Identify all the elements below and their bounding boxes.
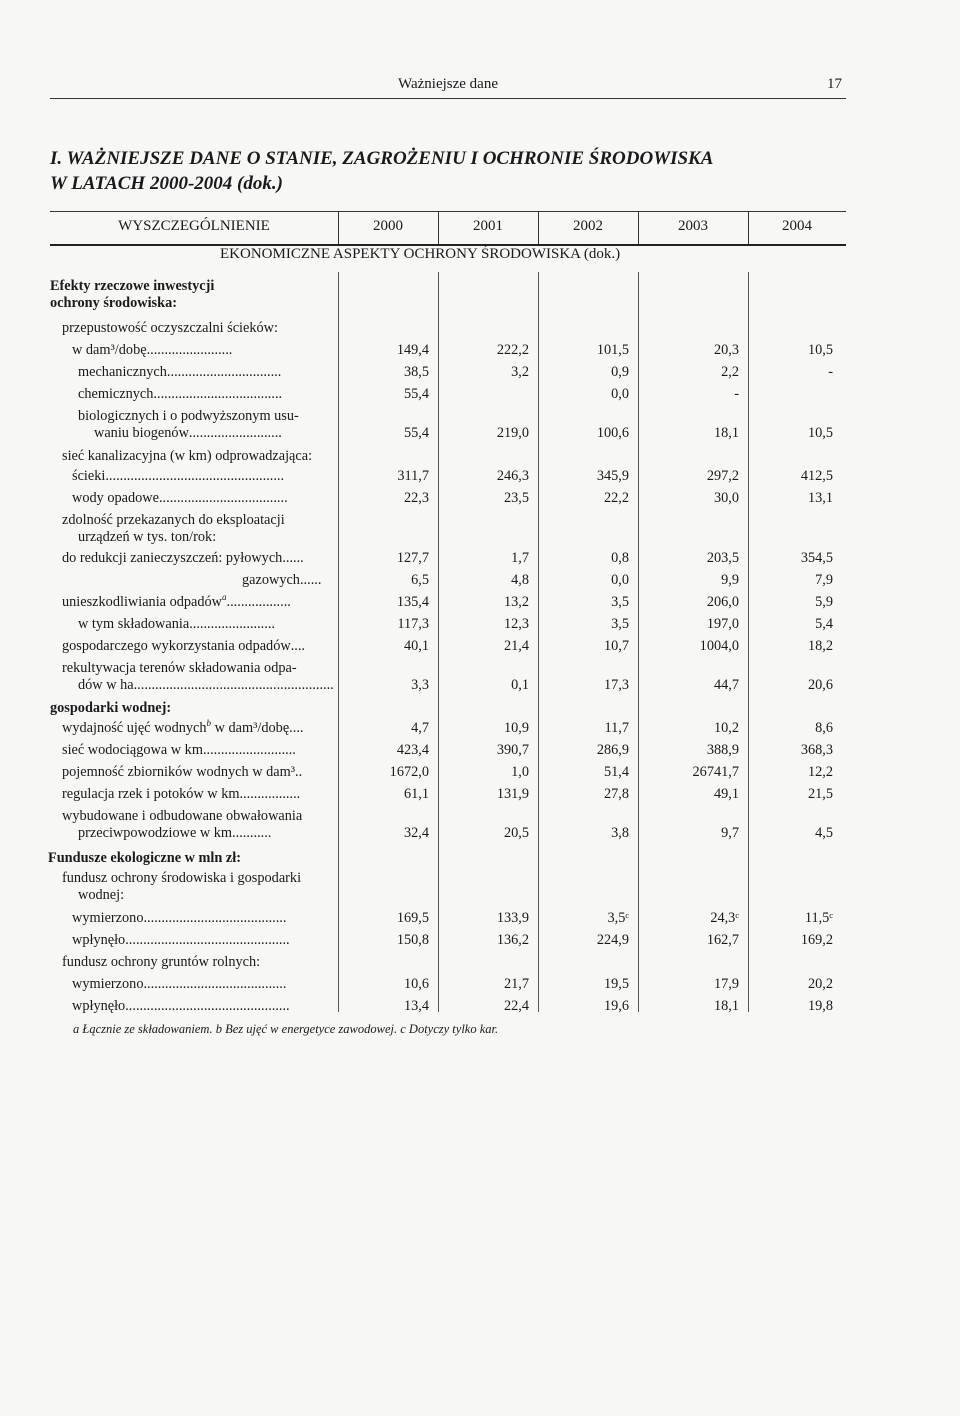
table-cell: 3,5ᶜ xyxy=(607,910,629,926)
row-label xyxy=(48,850,241,867)
row-label-text: w dam³/dobę xyxy=(211,720,290,736)
table-cell: 22,4 xyxy=(503,998,529,1014)
row-label xyxy=(62,808,302,842)
table-cell: 40,1 xyxy=(403,638,429,654)
table-cell: 4,5 xyxy=(815,825,833,841)
row-label-text: urządzeń w tys. ton/rok: xyxy=(78,529,217,545)
table-cell: 169,2 xyxy=(800,932,833,948)
row-label xyxy=(62,594,291,611)
row-label-text: w tym składowania xyxy=(78,616,190,632)
table-cell: 100,6 xyxy=(596,425,629,441)
table-cell: 136,2 xyxy=(496,932,529,948)
table-cell: 17,9 xyxy=(713,976,739,992)
table-cell: 17,3 xyxy=(603,677,629,693)
leader-dots: ........................................................ xyxy=(133,677,334,693)
leader-dots: ................................ xyxy=(166,364,282,380)
row-label xyxy=(62,448,312,465)
footnote-marker: b xyxy=(206,718,212,729)
table-cell: 101,5 xyxy=(596,342,629,358)
table-cell: - xyxy=(734,386,739,402)
table-cell: 149,4 xyxy=(396,342,429,358)
header-year-2004: 2004 xyxy=(782,218,812,234)
leader-dots: .............................................. xyxy=(125,998,290,1014)
table-cell: 0,0 xyxy=(611,386,629,402)
page-number: 17 xyxy=(827,76,842,92)
table-cell: 131,9 xyxy=(496,786,529,802)
table-cell: 311,7 xyxy=(397,468,429,484)
table-cell: 13,2 xyxy=(503,594,529,610)
row-label-text: sieć kanalizacyjna (w km) odprowadzająca: xyxy=(62,448,313,464)
table-cell: 10,6 xyxy=(403,976,429,992)
table-cell: 26741,7 xyxy=(692,764,739,780)
leader-dots: ........................................ xyxy=(143,910,287,926)
row-label xyxy=(72,342,232,359)
table-cell: 3,3 xyxy=(411,677,429,693)
table-cell: 3,8 xyxy=(611,825,629,841)
column-divider xyxy=(538,272,539,1012)
table-cell: 55,4 xyxy=(403,425,429,441)
row-label-text: pojemność zbiorników wodnych w dam³ xyxy=(62,764,295,780)
table-cell: 20,2 xyxy=(807,976,833,992)
row-label-text: biologicznych i o podwyższonym usu- xyxy=(78,408,299,424)
table-cell: 5,9 xyxy=(815,594,833,610)
table-cell: 150,8 xyxy=(396,932,429,948)
leader-dots: ........... xyxy=(232,825,272,841)
leader-dots: .......................... xyxy=(188,425,282,441)
row-label xyxy=(62,764,302,781)
table-cell: 219,0 xyxy=(496,425,529,441)
table-cell: 162,7 xyxy=(706,932,739,948)
table-cell: 286,9 xyxy=(596,742,629,758)
row-label-text: przepustowość oczyszczalni ścieków: xyxy=(62,320,278,336)
leader-dots: ...... xyxy=(299,572,322,588)
table-cell: 354,5 xyxy=(800,550,833,566)
row-label xyxy=(72,910,286,927)
table-cell: 18,1 xyxy=(713,425,739,441)
row-label xyxy=(62,954,260,971)
row-label xyxy=(50,700,171,717)
leader-dots: .................................................. xyxy=(105,468,285,484)
leader-dots: ...... xyxy=(282,550,304,566)
table-cell: 51,4 xyxy=(603,764,629,780)
column-divider xyxy=(748,272,749,1012)
header-year-2002: 2002 xyxy=(573,218,603,234)
table-cell: 1,7 xyxy=(511,550,529,566)
page-title xyxy=(50,146,850,196)
table-cell: 44,7 xyxy=(713,677,739,693)
table-cell: 21,5 xyxy=(807,786,833,802)
table-cell: 27,8 xyxy=(603,786,629,802)
leader-dots: .... xyxy=(290,638,305,654)
table-cell: 135,4 xyxy=(396,594,429,610)
table-cell: 3,2 xyxy=(511,364,529,380)
table-cell: 224,9 xyxy=(596,932,629,948)
row-label-text: wymierzono xyxy=(72,976,144,992)
table-cell: 117,3 xyxy=(397,616,429,632)
table-cell: 12,3 xyxy=(503,616,529,632)
table-cell: 10,2 xyxy=(713,720,739,736)
row-label-text: Efekty rzeczowe inwestycji xyxy=(50,278,215,294)
table-cell: 127,7 xyxy=(396,550,429,566)
table-cell: 0,9 xyxy=(611,364,629,380)
table-cell: 12,2 xyxy=(807,764,833,780)
table-cell: 133,9 xyxy=(496,910,529,926)
table-cell: 246,3 xyxy=(496,468,529,484)
header-year-2001: 2001 xyxy=(473,218,503,234)
row-label xyxy=(62,720,303,737)
row-label-text: przeciwpowodziowe w km xyxy=(78,825,233,841)
leader-dots: ........................................ xyxy=(143,976,287,992)
table-cell: 5,4 xyxy=(815,616,833,632)
table-cell: 10,5 xyxy=(807,342,833,358)
row-label xyxy=(62,512,285,546)
table-cell: 38,5 xyxy=(403,364,429,380)
leader-dots: .................................... xyxy=(158,490,288,506)
table-cell: 13,1 xyxy=(807,490,833,506)
leader-dots: .......................... xyxy=(202,742,296,758)
table-cell: 32,4 xyxy=(403,825,429,841)
table-cell: 18,2 xyxy=(807,638,833,654)
table-header xyxy=(50,211,846,246)
leader-dots: ........................ xyxy=(146,342,233,358)
table-cell: 23,5 xyxy=(503,490,529,506)
row-label-text: ścieki xyxy=(72,468,106,484)
row-label xyxy=(78,408,299,442)
row-label-text: waniu biogenów xyxy=(94,425,189,441)
footnote: a Łącznie ze składowaniem. b Bez ujęć w energetyce zawodowej. c Dotyczy tylko kar. xyxy=(73,1022,499,1036)
running-header xyxy=(50,74,846,99)
table-cell: 1672,0 xyxy=(389,764,429,780)
row-label-text: Fundusze ekologiczne w mln zł: xyxy=(48,850,242,866)
row-label-text: do redukcji zanieczyszczeń: pyłowych xyxy=(62,550,283,566)
leader-dots: .................................... xyxy=(153,386,283,402)
table-cell: 19,8 xyxy=(807,998,833,1014)
header-year-2000: 2000 xyxy=(373,218,403,234)
table-cell: 297,2 xyxy=(706,468,739,484)
row-label xyxy=(62,638,305,655)
table-cell: 10,5 xyxy=(807,425,833,441)
table-cell: 10,9 xyxy=(503,720,529,736)
row-label-text: sieć wodociągowa w km xyxy=(62,742,203,758)
row-label-text: wybudowane i odbudowane obwałowania xyxy=(62,808,303,824)
table-cell: 10,7 xyxy=(603,638,629,654)
page-title-line-2: W LATACH 2000-2004 (dok.) xyxy=(50,173,283,194)
column-divider xyxy=(338,272,339,1012)
table-cell: 2,2 xyxy=(721,364,739,380)
table-cell: 6,5 xyxy=(411,572,429,588)
table-cell: 18,1 xyxy=(713,998,739,1014)
table-cell: 390,7 xyxy=(496,742,529,758)
row-label-text: unieszkodliwiania odpadów xyxy=(62,594,223,610)
leader-dots: ................. xyxy=(239,786,301,802)
table-cell: 0,1 xyxy=(511,677,529,693)
row-label xyxy=(78,616,275,633)
row-label xyxy=(72,932,290,949)
table-cell: 13,4 xyxy=(403,998,429,1014)
row-label-text: wpłynęło xyxy=(72,932,126,948)
table-cell: 222,2 xyxy=(496,342,529,358)
row-label xyxy=(62,660,334,694)
row-label xyxy=(72,468,284,485)
table-cell: 20,3 xyxy=(713,342,739,358)
row-label xyxy=(72,490,288,507)
row-label xyxy=(62,320,278,337)
footnote-marker: a xyxy=(222,592,227,603)
column-divider xyxy=(438,272,439,1012)
table-cell: 3,5 xyxy=(611,616,629,632)
header-title: Ważniejsze dane xyxy=(398,76,498,92)
table-cell: - xyxy=(828,364,833,380)
header-year-2003: 2003 xyxy=(678,218,708,234)
leader-dots: .................. xyxy=(226,594,291,610)
table-cell: 22,2 xyxy=(603,490,629,506)
table-cell: 412,5 xyxy=(800,468,833,484)
page-title-line-1: I. WAŻNIEJSZE DANE O STANIE, ZAGROŻENIU I OCHRONIE ŚRODOWISKA xyxy=(50,148,714,169)
table-cell: 19,6 xyxy=(603,998,629,1014)
column-divider xyxy=(638,272,639,1012)
table-cell: 21,4 xyxy=(503,638,529,654)
row-label xyxy=(62,870,301,904)
table-cell: 9,7 xyxy=(721,825,739,841)
table-cell: 1,0 xyxy=(511,764,529,780)
row-label xyxy=(72,976,286,993)
table-cell: 388,9 xyxy=(706,742,739,758)
row-label-text: regulacja rzek i potoków w km xyxy=(62,786,240,802)
table-cell: 345,9 xyxy=(596,468,629,484)
table-cell: 11,5ᶜ xyxy=(804,910,833,926)
table-cell: 9,9 xyxy=(721,572,739,588)
table-cell: 20,6 xyxy=(807,677,833,693)
leader-dots: ........................ xyxy=(189,616,275,632)
table-cell: 7,9 xyxy=(815,572,833,588)
table-cell: 21,7 xyxy=(503,976,529,992)
row-label xyxy=(78,386,282,403)
table-cell: 4,8 xyxy=(511,572,529,588)
table-cell: 8,6 xyxy=(815,720,833,736)
table-cell: 24,3ᶜ xyxy=(710,910,739,926)
row-label-text: wody opadowe xyxy=(72,490,159,506)
row-label-text: gazowych xyxy=(242,572,300,588)
row-label-text: wydajność ujęć wodnych xyxy=(62,720,207,736)
row-label-text: wymierzono xyxy=(72,910,144,926)
row-label-text: fundusz ochrony gruntów rolnych: xyxy=(62,954,261,970)
row-label xyxy=(62,786,300,803)
row-label-text: wodnej: xyxy=(78,887,125,903)
row-label-text: mechanicznych xyxy=(78,364,167,380)
table-cell: 55,4 xyxy=(403,386,429,402)
table-cell: 4,7 xyxy=(411,720,429,736)
row-label xyxy=(242,572,321,589)
table-cell: 61,1 xyxy=(403,786,429,802)
leader-dots: .... xyxy=(289,720,304,736)
section-title: EKONOMICZNE ASPEKTY OCHRONY ŚRODOWISKA (dok.) xyxy=(220,246,621,262)
row-label xyxy=(62,742,296,759)
table-cell: 20,5 xyxy=(503,825,529,841)
row-label-text: chemicznych xyxy=(78,386,154,402)
table-cell: 368,3 xyxy=(800,742,833,758)
row-label xyxy=(50,278,214,312)
table-cell: 206,0 xyxy=(706,594,739,610)
row-label-text: ochrony środowiska: xyxy=(50,295,177,311)
table-cell: 30,0 xyxy=(713,490,739,506)
row-label-text: rekultywacja terenów składowania odpa- xyxy=(62,660,297,676)
row-label-text: fundusz ochrony środowiska i gospodarki xyxy=(62,870,302,886)
row-label xyxy=(62,550,304,567)
table-cell: 197,0 xyxy=(706,616,739,632)
table-cell: 423,4 xyxy=(396,742,429,758)
row-label-text: w dam³/dobę xyxy=(72,342,147,358)
table-cell: 49,1 xyxy=(713,786,739,802)
table-cell: 203,5 xyxy=(706,550,739,566)
table-cell: 3,5 xyxy=(611,594,629,610)
row-label-text: wpłynęło xyxy=(72,998,126,1014)
row-label-text: gospodarki wodnej: xyxy=(50,700,172,716)
table-cell: 19,5 xyxy=(603,976,629,992)
row-label-text: dów w ha xyxy=(78,677,134,693)
table-cell: 169,5 xyxy=(396,910,429,926)
row-label xyxy=(72,998,290,1015)
row-label xyxy=(78,364,281,381)
table-cell: 0,0 xyxy=(611,572,629,588)
table-cell: 22,3 xyxy=(403,490,429,506)
row-label-text: zdolność przekazanych do eksploatacji xyxy=(62,512,285,528)
table-cell: 11,7 xyxy=(604,720,629,736)
table-cell: 0,8 xyxy=(611,550,629,566)
header-label: WYSZCZEGÓLNIENIE xyxy=(118,218,270,234)
leader-dots: .. xyxy=(295,764,303,780)
leader-dots: .............................................. xyxy=(125,932,290,948)
row-label-text: gospodarczego wykorzystania odpadów xyxy=(62,638,291,654)
table-cell: 1004,0 xyxy=(699,638,739,654)
